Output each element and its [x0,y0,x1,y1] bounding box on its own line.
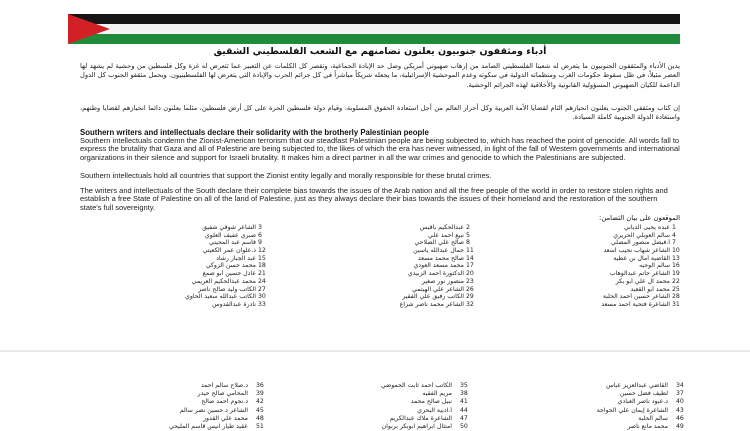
signatory-number: 34 [676,382,684,389]
signatory-number: 8 [466,239,470,247]
signatory-name: سالم الوجيه [639,262,670,270]
signatories-heading: الموقعون على بيان التضامن: [599,214,680,222]
signatory-number: 37 [676,390,684,398]
signatory-name: قاسم عبد المحيتي [209,239,256,247]
signatory-number: 5 [466,231,470,239]
signatory-number: 23 [466,277,474,285]
signatories-list-top [80,224,682,309]
signatory-name: صالح علي الصلاحي [414,239,464,247]
signatory-number: 30 [258,293,266,301]
signatory-number: 7 [672,239,676,247]
signatory-name: أ.فيصل منصور المصلي [611,239,670,247]
signatory-number: 35 [460,382,468,389]
flag-white-stripe [68,24,680,34]
signatory-number: 28 [672,293,680,301]
flag-green-stripe [68,34,680,44]
signatory-name: ذ.علوان عمر الكعيتي [202,247,256,255]
signatory-number: 1 [672,224,676,231]
signatory-number: 43 [676,406,684,414]
signatory-number: 15 [258,254,266,262]
signatory-number: 13 [672,254,680,262]
signatory-number: 46 [676,414,684,422]
signatory-row [80,407,682,415]
signatory-number: 49 [676,422,684,430]
signatory-number: 14 [466,254,474,262]
signatory-number: 42 [256,398,264,406]
signatory-name: محمد آل علي أبو بكر [615,277,670,285]
signatory-name: الشاعر محمد ناصر شراع [399,300,464,308]
signatory-name: محمد مسعد العودي [413,262,464,270]
signatory-name: الشاعر شوقي شفيق [202,224,256,231]
signatory-number: 20 [466,270,474,278]
flag-black-stripe [68,14,680,24]
signatory-name: نبيع أحمد علي [428,231,464,239]
signatory-name: د.عبود ناصر العبادي [617,398,668,406]
signatory-name: امتثال ابراهيم ابوبكر بربوان [381,422,452,430]
signatory-name: الشاعر حاتم عبدالوهاب [609,270,670,278]
signatory-name: لطيف فضل حسين [619,390,668,398]
english-title: Southern writers and intellectuals declare their solidarity with the brotherly Palestinian people [80,128,429,137]
signatory-number: 27 [258,285,266,293]
signatory-number: 31 [672,300,680,308]
palestine-flag-icon [68,14,680,44]
signatory-name: عبده يحيى الدباني [623,224,670,231]
signatory-name: الشاعر د.حسين نصر سالم [179,406,248,414]
signatory-name: عبدالحكيم باقيس [419,224,464,231]
signatory-number: 22 [672,277,680,285]
signatory-number: 26 [466,285,474,293]
signatory-row [80,286,682,294]
signatory-name: منصور نور صغير [421,277,464,285]
signatory-name: الكاتب أحمد ثابت الحموضي [380,382,452,389]
signatory-row [80,390,682,398]
signatory-number: 24 [258,277,266,285]
signatory-name: الكاتب رفيق علي الفقير [402,293,464,301]
signatory-name: د.نجوم احمد صالح [201,398,248,406]
signatory-number: 21 [258,270,266,278]
signatory-name: د.صلاح سالم احمد [200,382,248,389]
signatory-number: 6 [258,231,262,239]
signatory-number: 16 [672,262,680,270]
signatory-name: مريم الفقيه [422,390,452,398]
signatory-name: عادل حسين أبو صمع [202,270,256,278]
signatory-number: 50 [460,422,468,430]
signatory-row [80,278,682,286]
signatory-number: 25 [672,285,680,293]
signatory-row [80,415,682,423]
signatory-number: 3 [258,224,262,231]
signatory-number: 51 [256,422,264,430]
english-paragraph-1: Southern intellectuals condemn the Zionist-American terrorism that our steadfast Palestinian people are being subjected to, which has reached the point of genocide. All words fall to express the brutality that Gaza and all of Palestine are being subjected to, the likes of which the era has never witnessed, in light of the fall of Western governments and international organizations in their silence and support for Israeli brutality. It makes him a direct partner in all the war crimes and genocide to which the Palestinians are subjected. [80,136,680,162]
signatory-name: نادرة عبدالقدوس [212,300,256,308]
signatory-number: 32 [466,300,474,308]
signatory-row [80,247,682,255]
signatory-name: القاضي عبدالعزيز عباس [606,382,668,389]
signatory-row [80,262,682,270]
signatory-name: الدكتورة أحمد الزبيدي [407,270,464,278]
signatory-row [80,301,682,309]
english-paragraph-3: The writers and intellectuals of the South declare their complete bias towards the issues of the Arab nation and all the free people of the world in order to restore stolen rights and establish a free State of Palestine on all of the land of Palestine, just as they always declare their bias towards the issues of their homeland and the restoration of the southern state's full sovereignty. [80,186,668,212]
signatory-number: 39 [256,390,264,398]
signatory-number: 12 [258,247,266,255]
signatory-name: الشاعرة فتحية أحمد مسعد [601,300,670,308]
signatory-name: صبري عفيف العلوي [204,231,256,239]
signatory-name: صالح محمد مسعد [417,254,464,262]
signatory-row [80,224,682,232]
signatory-row [80,382,682,390]
signatory-name: محمد علي القدور [203,414,248,422]
signatory-number: 40 [676,398,684,406]
signatory-name: سالم الحلبة [638,414,668,422]
signatory-number: 10 [672,247,680,255]
signatory-name: محمد أبو القعيد [630,285,670,293]
signatory-name: الشاعرة ملاك عبدالكريم [389,414,452,422]
signatory-name: محمد مانع ناصر [627,422,668,430]
signatory-number: 29 [466,293,474,301]
signatory-row [80,398,682,406]
signatory-number: 47 [460,414,468,422]
signatory-number: 44 [460,406,468,414]
signatory-number: 48 [256,414,264,422]
signatory-row [80,293,682,301]
signatory-name: محمد عبدالحكيم العريمي [191,277,256,285]
signatory-name: عبد الجبار رشاد [216,254,256,262]
arabic-paragraph-2: إن كتاب ومثقفي الجنوب يعلنون انحيازهم التام لقضايا الأمة العربية وكل أحرار العالم من أجل استعادة الحقوق المسلوبة، وقيام دولة فلسطين الحرة على كل أرض فلسطين، مثلما يعلنون دائما انحيازهم لقضايا وطنهم، واستعادة الدولة الجنوبية كاملة السيادة. [80,104,680,122]
signatory-row [80,239,682,247]
flag-red-triangle [68,14,110,44]
signatory-number: 45 [256,406,264,414]
signatory-name: أ.ادبية البحري [417,406,452,414]
english-paragraph-2: Southern intellectuals hold all countries that support the Zionist entity legally and morally responsible for these brutal crimes. [80,171,492,180]
signatory-name: الشاعر علي الهيثمي [412,285,464,293]
signatory-name: نبيل صالح محمد [410,398,452,406]
arabic-paragraph-1: يدين الأدباء والمثقفون الجنوبيون ما يتعرض له شعبنا الفلسطيني الصامد من إرهاب صهيوني أمريكي وصل حد الإبادة الجماعية، وتقصر كل الكلمات عن التعبير عما تتعرض له غزة وكل فلسطين من وحشية لم يشهد لها العصر مثيلاً، في ظل سقوط حكومات الغرب ومنظماته الدولية في سكوته وعدم الموحشية الإسرائيلية، ما يجعله شريكاً مباشراً في كل جرائم الحرب والإبادة التي يتعرض لها الفلسطينيون. ويحمل مثقفو الجنوب كل الدول الداعمة للكيان الصهيوني المسؤولية القانونية والأخلاقية لهذه الجرائم الوحشية. [80,62,680,89]
signatory-number: 41 [460,398,468,406]
signatory-number: 36 [256,382,264,389]
signatory-row [80,270,682,278]
signatory-name: القاضية أمال بن عطية [613,254,670,262]
signatory-name: المحامي صالح حيدر [197,390,248,398]
signatory-name: الشاعر شهاب نجيب أسعد [603,247,670,255]
signatory-name: الكاتب عبدالله سعيد الحاوي [185,293,256,301]
signatory-row [80,255,682,263]
signatory-name: جمال عبدالله ياسين [413,247,464,255]
signatory-name: عقيد طيار انيس قاسم المليحي [168,422,248,430]
signatory-number: 33 [258,300,266,308]
signatory-number: 4 [672,231,676,239]
arabic-title: أدباء ومثقفون جنوبيون يعلنون تضامنهم مع الشعب الفلسطيني الشقيق [213,46,547,57]
signatory-name: محمد حسن الزوكي [205,262,256,270]
signatory-name: الشاعر حسين أحمد الحلبة [602,293,670,301]
signatory-row [80,232,682,240]
signatory-number: 17 [466,262,474,270]
signatory-name: سالم العوبلي الحريري [613,231,670,239]
signatory-number: 18 [258,262,266,270]
signatory-number: 19 [672,270,680,278]
signatory-number: 38 [460,390,468,398]
signatory-number: 9 [258,239,262,247]
signatory-name: الشاعرة إيمان علي الحواجة [596,406,668,414]
signatory-number: 11 [466,247,474,255]
signatory-name: الكاتب وليد صالح ناصر [198,285,256,293]
signatory-number: 2 [466,224,470,231]
signatories-list-bottom [80,382,682,431]
